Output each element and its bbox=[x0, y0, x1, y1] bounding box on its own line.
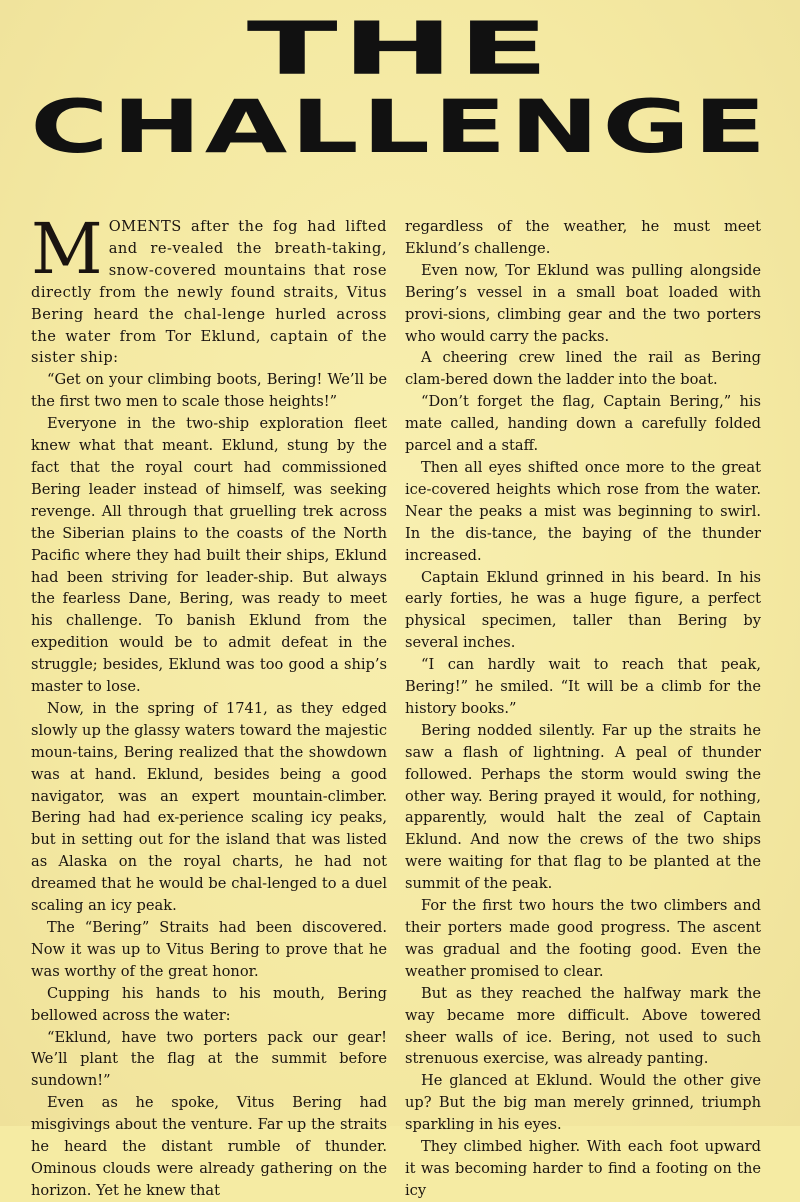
continuation-paragraph: regardless of the weather, he must meet Eklund’s challenge. bbox=[405, 218, 761, 257]
paragraph: Even as he spoke, Vitus Bering had misgivings about the venture. Far up the straits he heard the distant rumble of thunder. Ominous clouds were already gathering on the horizon. Yet he knew that bbox=[31, 1094, 387, 1199]
left-column bbox=[31, 208, 387, 1202]
paragraph: But as they reached the halfway mark the way became more difficult. Above towered sheer walls of ice. Bering, not used to such strenuous exercise, was already panting. bbox=[405, 984, 761, 1068]
paragraph: “Don’t forget the flag, Captain Bering,” his mate called, handing down a carefully folded parcel and a staff. bbox=[405, 393, 761, 455]
opening-paragraph bbox=[31, 208, 387, 369]
title-line-1: THE bbox=[246, 5, 554, 92]
paragraph: A cheering crew lined the rail as Bering clam-bered down the ladder into the boat. bbox=[405, 349, 761, 389]
opening-text: OMENTS after the fog had lifted and re-vealed the breath-taking, snow-covered mountains that rose directly from the newly found straits, Vitus Bering heard the chal-lenge hurled across the water from Tor Eklund, captain of the sister ship: bbox=[31, 218, 387, 367]
paragraph: Captain Eklund grinned in his beard. In his early forties, he was a huge figure, a perfect physical specimen, taller than Bering by several inches. bbox=[405, 568, 761, 652]
right-column bbox=[405, 216, 761, 1202]
paragraph: For the first two hours the two climbers and their porters made good progress. The ascent was gradual and the footing good. Even the weather promised to clear. bbox=[405, 897, 761, 980]
paragraph: He glanced at Eklund. Would the other give up? But the big man merely grinned, triumph sparkling in his eyes. bbox=[405, 1072, 761, 1134]
title-line-2: CHALLENGE bbox=[30, 83, 770, 170]
paragraph: Even now, Tor Eklund was pulling alongside Bering’s vessel in a small boat loaded with provi-sions, climbing gear and the two porters who would carry the packs. bbox=[405, 261, 761, 345]
paragraph: Cupping his hands to his mouth, Bering bellowed across the water: bbox=[31, 984, 387, 1024]
paragraph: “I can hardly wait to reach that peak, Bering!” he smiled. “It will be a climb for the history books.” bbox=[405, 656, 761, 717]
paragraph: Now, in the spring of 1741, as they edged slowly up the glassy waters toward the majestic moun-tains, Bering realized that the showdown was at hand. Eklund, besides being a good navigator, was an expert mountain-climber. Bering had had ex-perience scaling icy peaks, but in setting out for the island that was listed as Alaska on the royal charts, he had not dreamed that he would be chal-lenged to a duel scaling an icy peak. bbox=[31, 699, 387, 915]
paragraph: Then all eyes shifted once more to the great ice-covered heights which rose from the water. Near the peaks a mist was beginning to swirl. In the dis-tance, the baying of the thunder increased. bbox=[405, 458, 761, 564]
paragraph: Bering nodded silently. Far up the straits he saw a flash of lightning. A peal of thunder followed. Perhaps the storm would swing the other way. Bering prayed it would, for nothing, apparently, would halt the zeal of Captain Eklund. And now the crews of the two ships were waiting for that flag to be planted at the summit of the peak. bbox=[405, 721, 761, 893]
paragraph: “Get on your climbing boots, Bering! We’ll be the first two men to scale those heights!” bbox=[31, 371, 387, 411]
drop-cap: M bbox=[31, 208, 103, 290]
paragraph: Everyone in the two-ship exploration fleet knew what that meant. Eklund, stung by the fact that the royal court had commissioned Bering leader instead of himself, was seeking revenge. All through that gruelling trek across the Siberian plains to the coasts of the North Pacific where they had built their ships, Eklund had been striving for leader-ship. But always the fearless Dane, Bering, was ready to meet his challenge. To banish Eklund from the expedition would be to admit defeat in the struggle; besides, Eklund was too good a ship’s master to lose. bbox=[31, 415, 387, 696]
paragraph: The “Bering” Straits had been discovered. Now it was up to Vitus Bering to prove that he was worthy of the great honor. bbox=[31, 919, 387, 980]
paragraph: “Eklund, have two porters pack our gear! We’ll plant the flag at the summit before sundown!” bbox=[31, 1028, 387, 1090]
paragraph: They climbed higher. With each foot upward it was becoming harder to find a footing on the icy bbox=[405, 1138, 761, 1199]
